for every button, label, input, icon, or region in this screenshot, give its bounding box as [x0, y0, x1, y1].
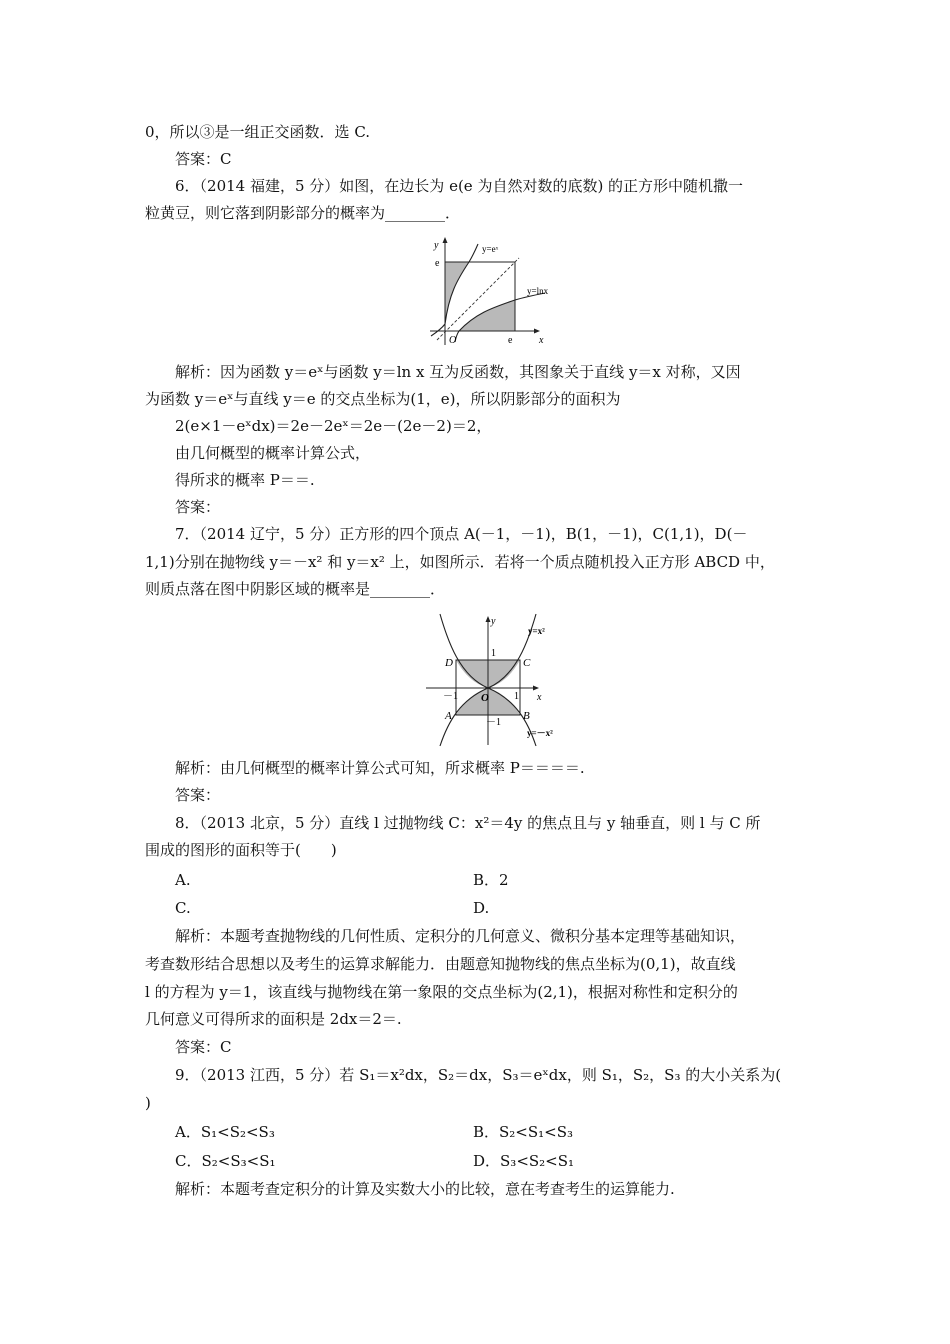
curve-top-label: y=x²: [528, 626, 545, 636]
answer-line: 答案：: [175, 786, 221, 804]
question-7-line: 1,1)分别在抛物线 y＝－x² 和 y＝x² 上，如图所示．若将一个质点随机投入正方形 ABCD 中，: [145, 553, 775, 571]
solution-8-line: 几何意义可得所求的面积是 2dx＝2＝.: [145, 1010, 402, 1028]
option-c: C.: [175, 899, 191, 917]
tick-label-y-neg1: －1: [486, 717, 501, 728]
question-8-line: 8．（2013 北京，5 分）直线 l 过抛物线 C：x²＝4y 的焦点且与 y 轴垂直，则 l 与 C 所: [175, 814, 761, 832]
x-axis-label: x: [537, 692, 542, 703]
option-b: B．S₂<S₁<S₃: [473, 1123, 574, 1141]
shaded-region-lower: [459, 300, 515, 331]
question-9-line: 9．（2013 江西，5 分）若 S₁＝x²dx，S₂＝dx，S₃＝eˣdx，则 S₁，S₂，S₃ 的大小关系为(: [175, 1066, 782, 1084]
answer-line: 答案：: [175, 498, 221, 516]
e-tick-label-y: e: [435, 258, 440, 269]
y-axis-label: y: [491, 616, 496, 627]
solution-9-line: 解析：本题考查定积分的计算及实数大小的比较，意在考查考生的运算能力.: [175, 1180, 675, 1198]
option-a: A.: [175, 871, 191, 889]
solution-8-line: 考查数形结合思想以及考生的运算求解能力．由题意知抛物线的焦点坐标为(0,1)，故直线: [145, 955, 736, 973]
point-c-label: C: [523, 657, 531, 669]
point-a-label: A: [445, 710, 452, 722]
origin-label: O: [449, 335, 457, 346]
option-d: D．S₃<S₂<S₁: [473, 1152, 575, 1170]
option-b: B．2: [473, 871, 509, 889]
curve-log-label: y=lnx: [527, 286, 549, 296]
figure-exp-log-square: [425, 232, 560, 348]
answer-line: 答案：C: [175, 150, 232, 168]
solution-6-line: 2(e×1－eˣdx)＝2e－2eˣ＝2e－(2e－2)＝2，: [175, 417, 492, 435]
solution-6-line: 为函数 y＝eˣ与直线 y＝e 的交点坐标为(1，e)，所以阴影部分的面积为: [145, 390, 621, 408]
origin-label: O: [481, 692, 489, 704]
solution-6-line: 解析：因为函数 y＝eˣ与函数 y＝ln x 互为反函数，其图象关于直线 y＝x 对称，又因: [175, 363, 741, 381]
question-7-line: 则质点落在图中阴影区域的概率是________．: [145, 580, 446, 598]
tick-label-x-1: 1: [514, 691, 519, 702]
tick-label-y-1: 1: [491, 648, 496, 659]
x-axis-arrow: [533, 686, 539, 691]
option-a: A．S₁<S₂<S₃: [175, 1123, 275, 1141]
solution-6-line: 由几何概型的概率计算公式，: [175, 444, 371, 462]
solution-7-line: 解析：由几何概型的概率计算公式可知，所求概率 P＝＝＝＝.: [175, 759, 585, 777]
curve-bottom-label: y=－x²: [527, 728, 553, 738]
solution-8-line: l 的方程为 y＝1，该直线与抛物线在第一象限的交点坐标为(2,1)，根据对称性和定积分的: [145, 983, 738, 1001]
text-line: 0，所以③是一组正交函数．选 C.: [145, 123, 371, 141]
x-axis-arrow: [534, 329, 540, 334]
question-6-line: 6．（2014 福建，5 分）如图，在边长为 e(e 为自然对数的底数) 的正方形中随机撒一: [175, 177, 744, 195]
solution-8-line: 解析：本题考查抛物线的几何性质、定积分的几何意义、微积分基本定理等基础知识，: [175, 927, 746, 945]
y-axis-arrow: [443, 237, 448, 243]
option-d: D.: [473, 899, 490, 917]
x-axis-label: x: [539, 335, 544, 346]
y-axis-arrow: [486, 616, 491, 622]
e-tick-label-x: e: [508, 335, 513, 346]
shaded-region-upper: [445, 262, 469, 324]
question-6-line: 粒黄豆，则它落到阴影部分的概率为________．: [145, 204, 461, 222]
question-9-line: ): [145, 1094, 151, 1112]
question-8-line: 围成的图形的面积等于( ): [145, 841, 337, 859]
tick-label-x-neg1: －1: [443, 691, 458, 702]
solution-6-line: 得所求的概率 P＝＝.: [175, 471, 315, 489]
y-axis-label: y: [434, 240, 439, 251]
point-d-label: D: [445, 657, 453, 669]
figure-parabolas-square: [424, 612, 564, 748]
answer-line: 答案：C: [175, 1038, 232, 1056]
point-b-label: B: [523, 710, 530, 722]
curve-exp-label: y=eˣ: [482, 244, 499, 254]
question-7-line: 7．（2014 辽宁，5 分）正方形的四个顶点 A(－1，－1)，B(1，－1)，C(1,1)，D(－: [175, 525, 748, 543]
option-c: C．S₂<S₃<S₁: [175, 1152, 276, 1170]
